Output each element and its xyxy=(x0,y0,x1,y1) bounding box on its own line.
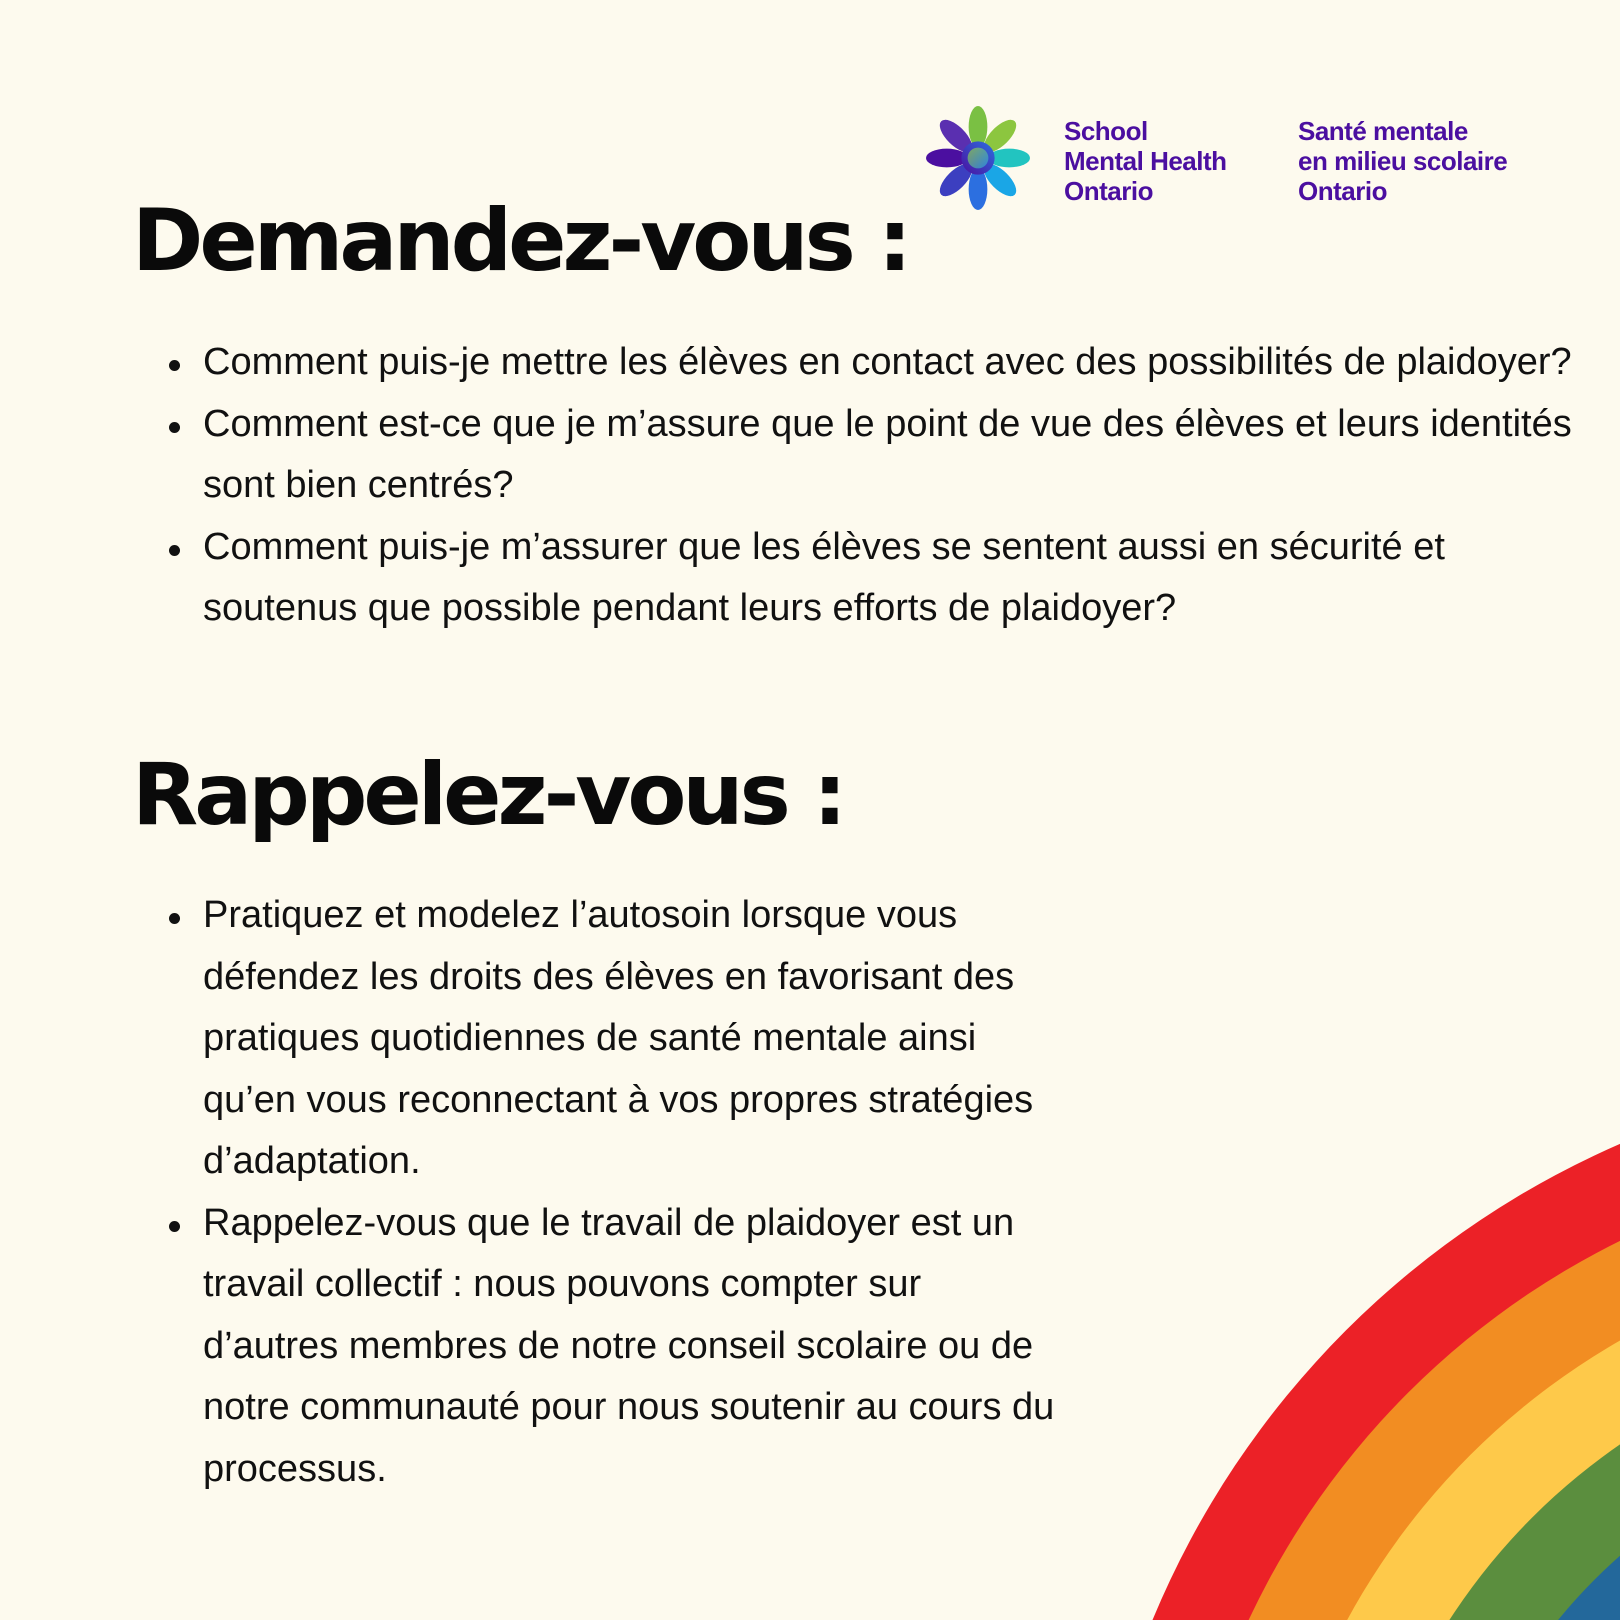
logo-french-line: Santé mentale xyxy=(1298,116,1468,146)
list-item: Comment est-ce que je m’assure que le point de vue des élèves et leurs identités sont bien centrés? xyxy=(203,394,1603,517)
list-item: Rappelez-vous que le travail de plaidoyer est un travail collectif : nous pouvons compter sur d’autres membres de notre conseil scolaire ou de notre communauté pour nous soutenir au cours du processus. xyxy=(203,1193,1063,1501)
remember-heading: Rappelez-vous : xyxy=(132,745,844,845)
list-item: Comment puis-je mettre les élèves en contact avec des possibilités de plaidoyer? xyxy=(203,332,1603,394)
list-item: Pratiquez et modelez l’autosoin lorsque vous défendez les droits des élèves en favorisant des pratiques quotidiennes de santé mentale ainsi qu’en vous reconnectant à vos propres stratégies d’adaptation. xyxy=(203,885,1063,1193)
ask-yourself-heading: Demandez-vous : xyxy=(132,191,909,291)
remember-list xyxy=(168,885,1063,1500)
logo-english-line: School xyxy=(1064,116,1148,146)
ask-yourself-list xyxy=(168,332,1603,640)
list-item: Comment puis-je m’assurer que les élèves se sentent aussi en sécurité et soutenus que possible pendant leurs efforts de plaidoyer? xyxy=(203,517,1603,640)
school-mental-health-ontario-logo xyxy=(926,106,1507,210)
flower-mark-icon xyxy=(926,106,1030,210)
logo-french-line: en milieu scolaire xyxy=(1298,146,1508,176)
logo-english-line: Ontario xyxy=(1064,176,1153,206)
logo-english-line: Mental Health xyxy=(1064,146,1227,176)
logo-french-line: Ontario xyxy=(1298,176,1387,206)
logo-french-name xyxy=(1298,116,1507,206)
logo-english-name xyxy=(1064,116,1298,206)
